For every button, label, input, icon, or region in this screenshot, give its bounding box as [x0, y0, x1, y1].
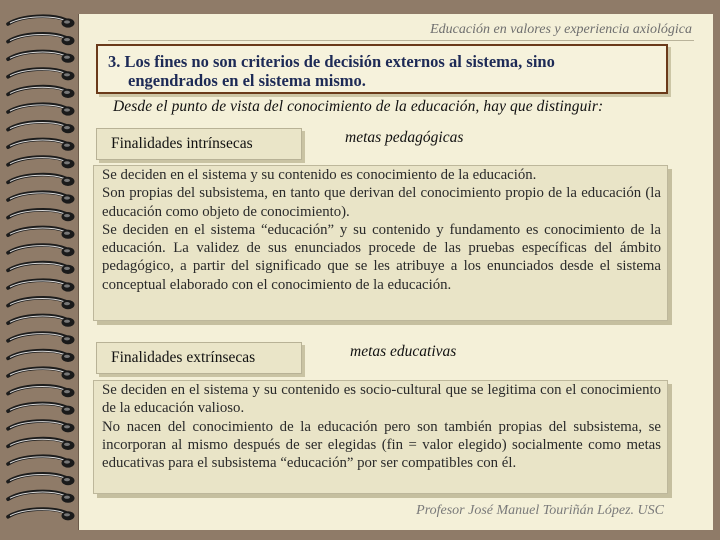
- spiral-binding-ring-icon: [8, 69, 75, 80]
- meta-educational: metas educativas: [350, 343, 457, 360]
- spiral-binding-ring-icon: [8, 104, 75, 115]
- spiral-binding-ring-icon: [8, 333, 75, 344]
- spiral-binding-ring-icon: [8, 157, 75, 168]
- spiral-binding-ring-icon: [8, 122, 75, 133]
- spiral-binding-ring-icon: [8, 403, 75, 414]
- spiral-binding-ring-icon: [8, 386, 75, 397]
- paragraph: Se deciden en el sistema y su contenido es socio-cultural que se legitima con el conocimiento de la educación valioso.: [102, 382, 661, 417]
- paragraph: No nacen del conocimiento de la educación pero son también propias del subsistema, se incorporan al mismo después de ser elegidas (fin = valor elegido) socialmente como metas educativas para el subsistema “educación” por ser compatibles con él.: [102, 418, 661, 472]
- panel-intrinsic: [93, 165, 668, 321]
- panel-extrinsic: [93, 380, 668, 494]
- spiral-binding-ring-icon: [8, 139, 75, 150]
- title-line-2: engendrados en el sistema mismo.: [128, 71, 366, 90]
- spiral-binding-ring-icon: [8, 210, 75, 221]
- footer-author: Profesor José Manuel Touriñán López. USC: [416, 503, 664, 518]
- spiral-binding: [0, 0, 90, 540]
- label-intrinsic: [96, 128, 302, 160]
- spiral-binding-ring-icon: [8, 263, 75, 274]
- header-divider: [108, 40, 694, 41]
- spiral-binding-ring-icon: [8, 298, 75, 309]
- paragraph: Se deciden en el sistema y su contenido es conocimiento de la educación.: [102, 167, 537, 183]
- label-intrinsic-text: Finalidades intrínsecas: [111, 135, 253, 152]
- spiral-binding-ring-icon: [8, 491, 75, 502]
- spiral-binding-ring-icon: [8, 315, 75, 326]
- spiral-binding-ring-icon: [8, 351, 75, 362]
- spiral-binding-ring-icon: [8, 368, 75, 379]
- title-line-1: 3. Los fines no son criterios de decisión externos al sistema, sino: [108, 52, 555, 71]
- header-text: Educación en valores y experiencia axiológica: [430, 22, 692, 37]
- title-box: [96, 44, 668, 94]
- spiral-binding-ring-icon: [8, 192, 75, 203]
- paragraph: Se deciden en el sistema “educación” y su contenido y fundamento es conocimiento de la educación. La validez de sus enunciados procede de las pruebas específicas del ámbito pedagógico, a partir del significado que se les atribuye a los enunciados desde el sistema conceptual elaborado con el conocimiento de la educación.: [102, 221, 661, 293]
- label-extrinsic: [96, 342, 302, 374]
- spiral-binding-ring-icon: [8, 280, 75, 291]
- subtitle: Desde el punto de vista del conocimiento de la educación, hay que distinguir:: [113, 98, 604, 115]
- spiral-binding-ring-icon: [8, 87, 75, 98]
- spiral-binding-ring-icon: [8, 51, 75, 62]
- spiral-binding-ring-icon: [8, 509, 75, 520]
- paragraph: Son propias del subsistema, en tanto que derivan del conocimiento propio de la educación (la educación como objeto de conocimiento).: [102, 185, 661, 220]
- slide-title: [108, 52, 660, 90]
- spiral-binding-ring-icon: [8, 34, 75, 45]
- spiral-binding-ring-icon: [8, 245, 75, 256]
- meta-pedagogical: metas pedagógicas: [345, 129, 464, 146]
- spiral-binding-ring-icon: [8, 227, 75, 238]
- spiral-binding-ring-icon: [8, 421, 75, 432]
- spiral-binding-ring-icon: [8, 16, 75, 27]
- spiral-binding-ring-icon: [8, 175, 75, 186]
- spiral-binding-ring-icon: [8, 474, 75, 485]
- spiral-binding-ring-icon: [8, 456, 75, 467]
- label-extrinsic-text: Finalidades extrínsecas: [111, 349, 256, 366]
- spiral-binding-ring-icon: [8, 439, 75, 450]
